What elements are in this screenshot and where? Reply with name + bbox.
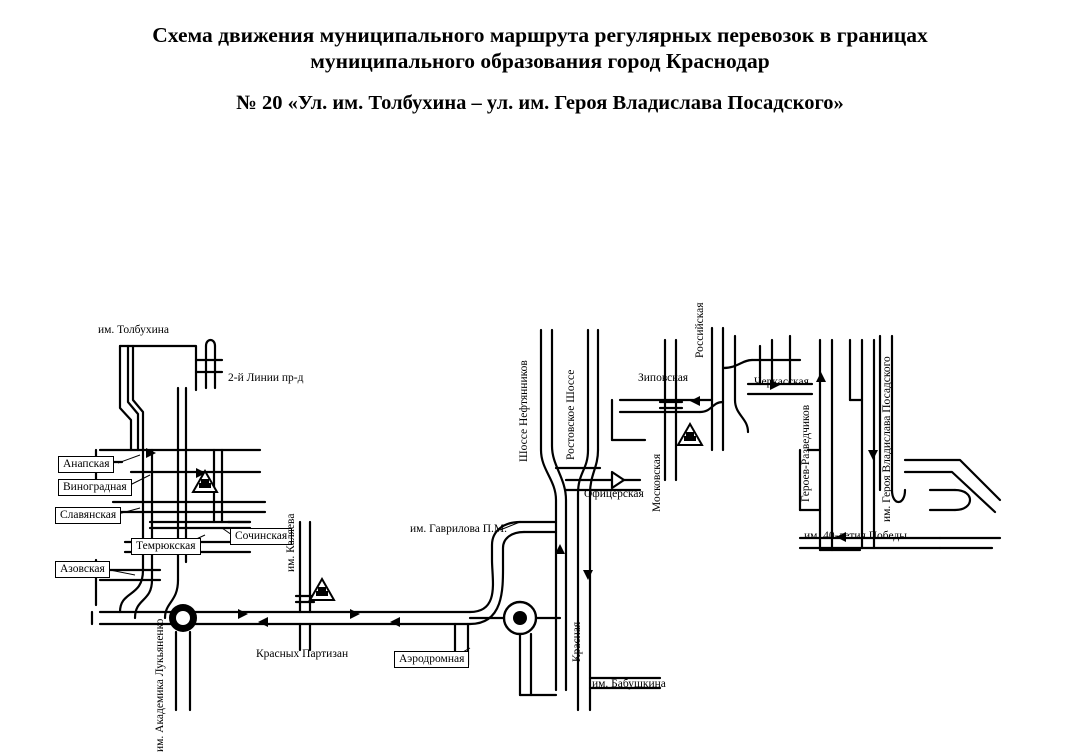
document-title-line-2: муниципального образования город Краснодар xyxy=(310,49,770,73)
street-label-krasnyh-partizan: Красных Партизан xyxy=(256,648,349,660)
street-label-gavrilova: им. Гаврилова П.М. xyxy=(410,523,508,535)
street-label-krasnaya: Красная xyxy=(571,621,583,662)
street-label-babushkina: им. Бабушкина xyxy=(592,678,666,690)
street-label-geroya-vladislava-posadskogo: им. Героя Владислава Посадского xyxy=(881,356,893,522)
street-label-akademika-lukyanenko: им. Академика Лукьяненко xyxy=(154,618,166,752)
street-label-temryukskaya: Темрюкская xyxy=(131,538,201,555)
street-label-kalyaeva: им. Каляева xyxy=(285,513,297,572)
route-scheme-diagram xyxy=(0,150,1080,750)
street-label-aerodromnaya: Аэродромная xyxy=(394,651,469,668)
street-label-anapskaya: Анапская xyxy=(58,456,114,473)
street-label-zipovskaya: Зиповская xyxy=(638,372,689,384)
label-leader-lines xyxy=(110,455,520,658)
street-label-azovskaya: Азовская xyxy=(55,561,110,578)
street-label-tolbuhina: им. Толбухина xyxy=(98,324,170,336)
street-label-ofitserskaya: Офицерская xyxy=(584,488,644,500)
street-label-cherkasskaya: Черкасская xyxy=(754,376,809,388)
street-label-sochinskaya: Сочинская xyxy=(230,528,292,545)
street-label-shosse-neftyannikov: Шоссе Нефтянников xyxy=(518,360,530,462)
title-block xyxy=(0,22,1080,116)
street-label-moskovskaya: Московская xyxy=(651,453,663,512)
street-label-vinogradnaya: Виноградная xyxy=(58,479,132,496)
railway-crossing-signs xyxy=(193,424,702,600)
street-label-40-letiya-pobedy: им. 40-летия Победы xyxy=(804,530,907,542)
street-label-slavyanskaya: Славянская xyxy=(55,507,121,524)
route-title: № 20 «Ул. им. Толбухина – ул. им. Героя Владислава Посадского» xyxy=(236,92,844,114)
street-label-rostovskoe-shosse: Ростовское Шоссе xyxy=(565,369,577,460)
direction-arrows xyxy=(146,369,878,627)
street-label-geroev-razvedchikov: Героев-Разведчиков xyxy=(800,404,812,502)
street-label-2-liniya-prd: 2-й Линии пр-д xyxy=(228,372,304,384)
document-title-line-1: Схема движения муниципального маршрута регулярных перевозок в границах xyxy=(152,23,928,47)
street-label-rossiyskaya: Российская xyxy=(694,302,706,358)
